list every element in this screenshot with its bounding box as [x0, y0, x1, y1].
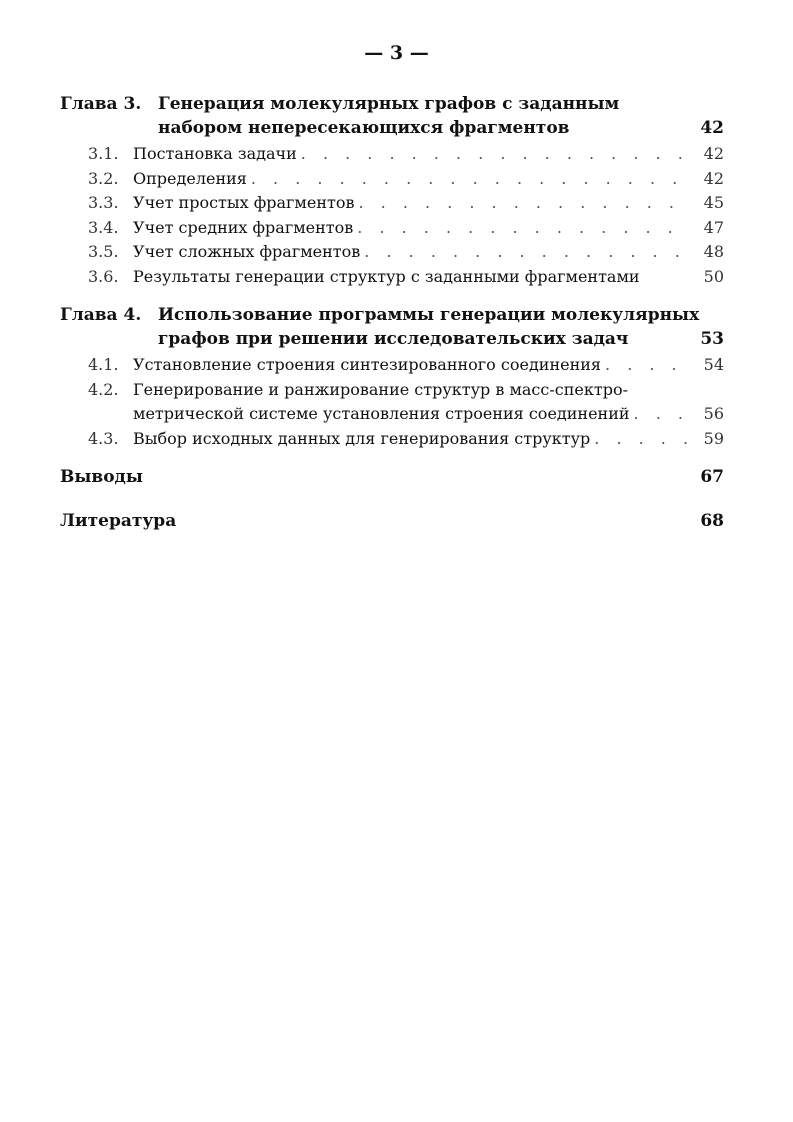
section-title: Учет простых фрагментов [133, 193, 355, 212]
section-title: метрической системе установления строения соединений [133, 404, 630, 423]
toc-entry-references[interactable] [60, 509, 724, 533]
section-page-number: 42 [703, 168, 724, 188]
dot-leader [360, 240, 688, 265]
dot-leader [353, 216, 688, 241]
toc-entry-3-1[interactable] [88, 142, 724, 167]
chapter-title-line: Использование программы генерации молекулярных [158, 305, 700, 325]
toc-entry-3-4[interactable] [88, 216, 724, 241]
section-title: Результаты генерации структур с заданными фрагментами [133, 266, 640, 286]
chapter-title-line: набором непересекающихся фрагментов [158, 118, 570, 138]
section-title: Генерирование и ранжирование структур в масс-спектро- [133, 379, 628, 399]
chapter-3-sections [60, 142, 724, 289]
chapter-title-line: Генерация молекулярных графов с заданным [158, 94, 620, 114]
section-title: Учет сложных фрагментов [133, 242, 361, 261]
chapter-page-number: 42 [700, 118, 724, 138]
dot-leader [247, 167, 688, 192]
section-number: 4.2. [88, 379, 119, 399]
toc-entry-4-1[interactable] [88, 353, 724, 378]
section-title: Выбор исходных данных для генерирования структур [133, 428, 591, 448]
section-title: Учет средних фрагментов [133, 217, 354, 237]
chapter-label: Глава 3. [60, 94, 142, 114]
section-number: 3.5. [88, 242, 119, 261]
section-number: 3.3. [88, 193, 119, 212]
section-number: 3.4. [88, 217, 119, 237]
toc-entry-3-3[interactable] [88, 191, 724, 216]
section-number: 4.3. [88, 428, 119, 448]
section-number: 3.1. [88, 144, 119, 163]
toc-entry-4-3[interactable] [88, 427, 724, 452]
section-page-number: 50 [703, 266, 724, 286]
toc-entry-3-2[interactable] [88, 167, 724, 192]
section-page-number: 48 [703, 242, 724, 261]
dot-leader [630, 402, 688, 427]
toc-entry-conclusions[interactable] [60, 465, 724, 489]
back-matter-title: Литература [60, 511, 177, 531]
section-page-number: 47 [703, 217, 724, 237]
dot-leader [355, 191, 689, 216]
chapter-3-heading[interactable] [60, 92, 724, 140]
section-number: 4.1. [88, 355, 119, 374]
chapter-4-heading[interactable] [60, 303, 724, 351]
section-title: Постановка задачи [133, 144, 297, 163]
back-matter-page-number: 67 [700, 467, 724, 487]
section-title: Определения [133, 168, 247, 188]
toc-entry-3-6[interactable] [88, 265, 724, 290]
chapter-page-number: 53 [700, 329, 724, 349]
section-page-number: 42 [703, 144, 724, 163]
back-matter-title: Выводы [60, 467, 143, 487]
dot-leader [297, 142, 688, 167]
dot-leader [590, 427, 688, 452]
section-number: 3.2. [88, 168, 119, 188]
chapter-label: Глава 4. [60, 305, 142, 325]
chapter-title-line: графов при решении исследовательских задач [158, 329, 629, 349]
section-page-number: 56 [703, 404, 724, 423]
back-matter-page-number: 68 [700, 511, 724, 531]
section-page-number: 54 [703, 355, 724, 374]
section-page-number: 59 [703, 428, 724, 448]
section-number: 3.6. [88, 266, 119, 286]
toc-entry-4-2[interactable] [88, 378, 724, 427]
toc-entry-3-5[interactable] [88, 240, 724, 265]
section-page-number: 45 [703, 193, 724, 212]
dot-leader [601, 353, 688, 378]
table-of-contents [60, 92, 724, 533]
section-title: Установление строения синтезированного соединения [133, 355, 602, 374]
chapter-4-sections [60, 353, 724, 451]
page-number: — 3 — [364, 42, 429, 64]
